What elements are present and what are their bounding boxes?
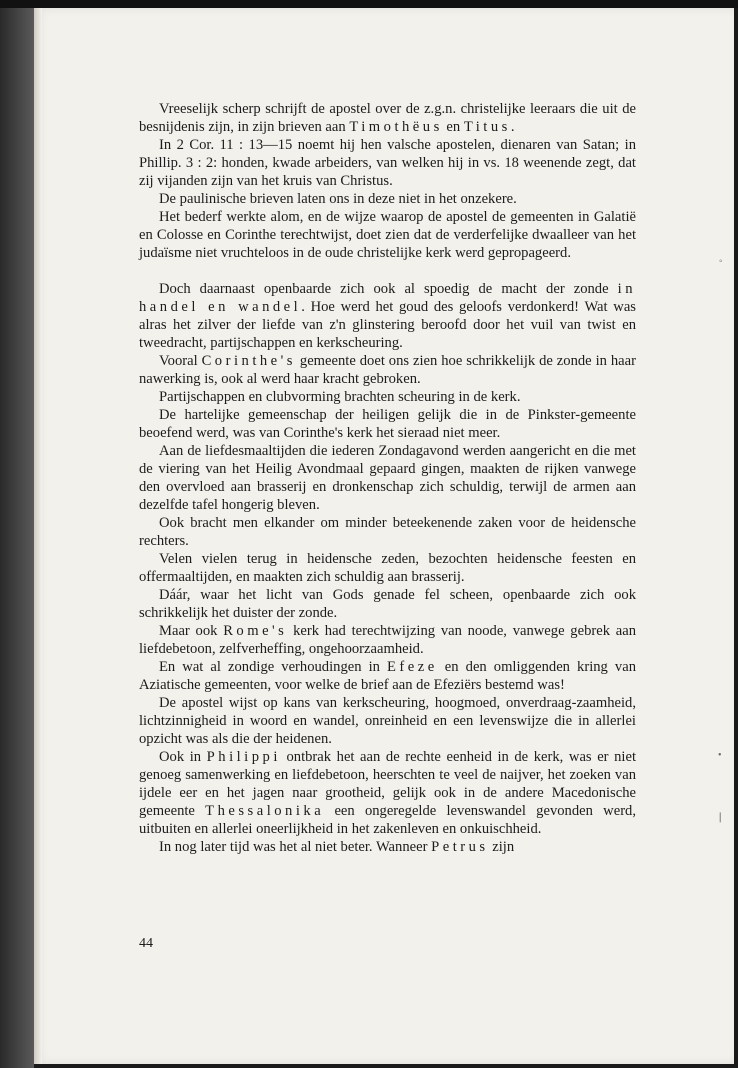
spaced-emphasis: Thessalonika: [205, 803, 325, 819]
text-run: Ook in: [159, 749, 207, 765]
spaced-emphasis: in handel en wandel: [139, 281, 636, 315]
text-run: kerk had terechtwijzing van noode, vanwege gebrek aan liefdebetoon, zelfverheffing, ongehoorzaamheid.: [139, 623, 636, 657]
text-run: en: [442, 119, 464, 135]
paragraph: [139, 694, 636, 748]
spaced-emphasis: Efeze: [387, 659, 438, 675]
margin-speck: ◦: [719, 256, 723, 267]
spaced-emphasis: Philippi: [206, 749, 281, 765]
text-run: gemeente doet ons zien hoe schrikkelijk de zonde in haar nawerking is, ook al werd haar kracht gebroken.: [139, 353, 636, 387]
page-number: 44: [139, 936, 153, 951]
text-run: en den omliggenden kring van Aziatische gemeenten, voor welke de brief aan de Efeziërs bestemd was!: [139, 659, 636, 693]
text-run: Vooral: [159, 353, 202, 369]
spaced-emphasis: Corinthe's: [201, 353, 296, 369]
paragraph: [139, 838, 636, 856]
spaced-emphasis: Petrus: [431, 839, 489, 855]
paragraph: [139, 550, 636, 586]
body-text: [139, 100, 636, 856]
scan-background-top: [0, 0, 738, 8]
text-run: De hartelijke gemeenschap der heiligen gelijk die in de Pinkster-gemeente beoefend werd, was van Corinthe's kerk het sieraad niet meer.: [139, 407, 636, 441]
paragraph: [139, 658, 636, 694]
margin-speck: •: [718, 750, 722, 761]
text-run: Doch daarnaast openbaarde zich ook al spoedig de macht der zonde: [159, 281, 618, 297]
paragraph: [139, 388, 636, 406]
spaced-emphasis: Titus: [463, 119, 511, 135]
spaced-emphasis: Timothëus: [349, 119, 443, 135]
text-run: Maar ook: [159, 623, 224, 639]
paragraph: [139, 190, 636, 208]
spaced-emphasis: Rome's: [223, 623, 288, 639]
text-run: Dáár, waar het licht van Gods genade fel scheen, openbaarde zich ook schrikkelijk het duister der zonde.: [139, 587, 636, 621]
paragraph: [139, 208, 636, 262]
text-run: Ook bracht men elkander om minder beteekenende zaken voor de heidensche rechters.: [139, 515, 636, 549]
text-run: .: [510, 119, 515, 135]
text-run: In 2 Cor. 11 : 13—15 noemt hij hen valsche apostelen, dienaren van Satan; in Phillip. 3 : 2: honden, kwade arbeiders, van welken hij in vs. 18 weenende zegt, dat zij vijanden zijn van het kruis van Christus.: [139, 137, 636, 189]
page-gutter-shadow: [34, 8, 42, 1064]
scan-background-left: [0, 0, 34, 1068]
paragraph: [139, 586, 636, 622]
margin-speck: ❘: [716, 812, 725, 823]
text-run: In nog later tijd was het al niet beter. Wanneer: [159, 839, 432, 855]
text-run: De paulinische brieven laten ons in deze niet in het onzekere.: [159, 191, 517, 207]
paragraph: [139, 406, 636, 442]
paragraph: [139, 442, 636, 514]
text-run: Partijschappen en clubvorming brachten scheuring in de kerk.: [159, 389, 521, 405]
paragraph: [139, 748, 636, 838]
text-run: een ongeregelde levenswandel gevonden werd, uitbuiten en allerlei oneerlijkheid in het zakenleven en onkuischheid.: [139, 803, 636, 837]
paragraph: [139, 100, 636, 136]
text-run: Velen vielen terug in heidensche zeden, bezochten heidensche feesten en offermaaltijden, en maakten zich schuldig aan brasserij.: [139, 551, 636, 585]
text-run: Vreeselijk scherp schrijft de apostel over de z.g.n. christelijke leeraars die uit de besnijdenis zijn, in zijn brieven aan: [139, 101, 636, 135]
paragraph: [139, 622, 636, 658]
text-run: Het bederf werkte alom, en de wijze waarop de apostel de gemeenten in Galatië en Colosse en Corinthe terechtwijst, doet zien dat de verderfelijke dwaalleer van het judaïsme niet vruchteloos in de oude christelijke kerk werd gepropageerd.: [139, 209, 636, 261]
paragraph: [139, 280, 636, 352]
text-run: ontbrak het aan de rechte eenheid in de kerk, was er niet genoeg samenwerking en liefdebetoon, heerschten te veel de naijver, het zoeken van ijdele eer en het jagen naar grootheid, gelijk ook in de andere Macedonische gemeente: [139, 749, 636, 819]
text-run: zijn: [488, 839, 515, 855]
paragraph: [139, 352, 636, 388]
text-run: En wat al zondige verhoudingen in: [159, 659, 388, 675]
text-run: . Hoe werd het goud des geloofs verdonkerd! Wat was alras het zilver der liefde van z'n glinstering beroofd door het vuil van twist en tweedracht, partijschappen en kerkscheuring.: [139, 299, 636, 351]
text-run: De apostel wijst op kans van kerkscheuring, hoogmoed, onverdraag-zaamheid, lichtzinnigheid in woord en wandel, onreinheid en een levenswijze die in allerlei opzicht was als die der heidenen.: [139, 695, 636, 747]
paragraph: [139, 514, 636, 550]
paragraph: [139, 136, 636, 190]
text-run: Aan de liefdesmaaltijden die iederen Zondagavond werden aangericht en die met de viering van het Heilig Avondmaal gepaard gingen, maakten de rijken vanwege den overvloed aan brasserij en dronkenschap zich schuldig, terwijl de armen aan dezelfde tafel hongerig bleven.: [139, 443, 636, 513]
